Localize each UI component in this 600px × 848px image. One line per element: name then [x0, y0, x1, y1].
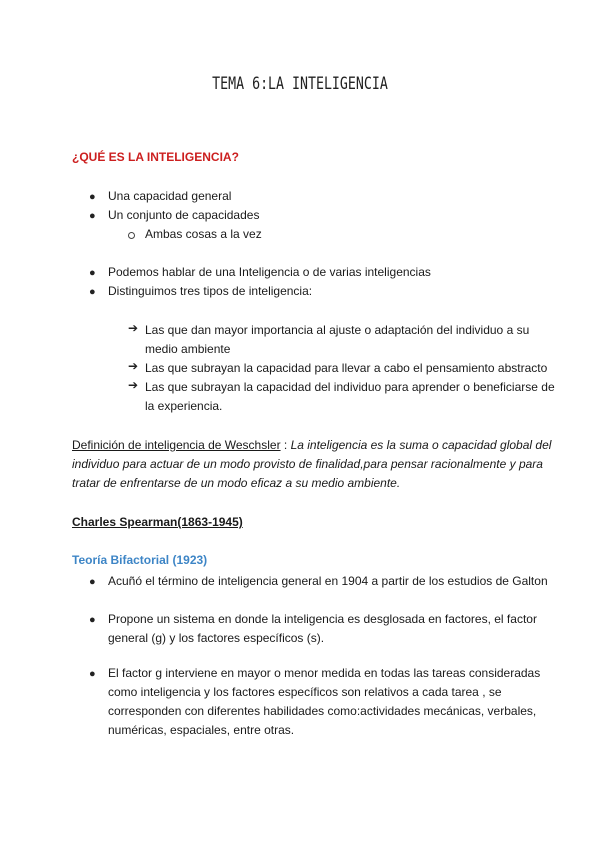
arrow-right-icon: ➔ — [128, 378, 139, 392]
bullet-dot-icon: ● — [89, 614, 96, 626]
bullet-dot-icon: ● — [89, 668, 96, 680]
arrow-item-line: Las que subrayan la capacidad para llevar a cabo el pensamiento abstracto — [145, 361, 548, 375]
arrow-right-icon: ➔ — [128, 321, 139, 335]
page-title: TEMA 6:LA INTELIGENCIA — [212, 74, 388, 94]
definition-text: La inteligencia es la suma o capacidad global del — [290, 438, 552, 452]
bullet-dot-icon: ● — [89, 267, 96, 279]
list-item: Acuñó el término de inteligencia general en 1904 a partir de los estudios de Galton — [108, 574, 548, 588]
section-heading-que-es: ¿QUÉ ES LA INTELIGENCIA? — [72, 150, 239, 164]
bullet-dot-icon: ● — [89, 576, 96, 588]
sub-list-item: Ambas cosas a la vez — [145, 227, 262, 241]
list-item-continuation: como inteligencia y los factores específicos son relativos a cada tarea , se — [108, 685, 502, 699]
bullet-dot-icon: ● — [89, 210, 96, 222]
definition-separator: : — [280, 438, 291, 452]
spearman-heading: Charles Spearman(1863-1945) — [72, 515, 243, 529]
definition-label: Definición de inteligencia de Weschsler — [72, 438, 281, 452]
arrow-item-line: la experiencia. — [145, 399, 223, 413]
list-item: Distinguimos tres tipos de inteligencia: — [108, 284, 313, 298]
definition-line — [72, 436, 551, 455]
list-item: Un conjunto de capacidades — [108, 208, 260, 222]
arrow-item-line: Las que subrayan la capacidad del individuo para aprender o beneficiarse de — [145, 380, 555, 394]
list-item: Una capacidad general — [108, 189, 232, 203]
bullet-dot-icon: ● — [89, 191, 96, 203]
arrow-item-line: medio ambiente — [145, 342, 231, 356]
list-item: Propone un sistema en donde la inteligencia es desglosada en factores, el factor — [108, 612, 537, 626]
arrow-right-icon: ➔ — [128, 359, 139, 373]
list-item: El factor g interviene en mayor o menor medida en todas las tareas consideradas — [108, 666, 541, 680]
list-item-continuation: general (g) y los factores específicos (s). — [108, 631, 325, 645]
theory-subheading: Teoría Bifactorial (1923) — [72, 553, 208, 567]
list-item: Podemos hablar de una Inteligencia o de varias inteligencias — [108, 265, 431, 279]
list-item-continuation: numéricas, espaciales, entre otras. — [108, 723, 295, 737]
definition-text: tratar de enfrentarse de un modo eficaz a su medio ambiente. — [72, 476, 401, 490]
bullet-circle-icon — [128, 232, 135, 239]
definition-text: individuo para actuar de un modo provisto de finalidad,para pensar racionalmente y para — [72, 457, 543, 471]
list-item-continuation: corresponden con diferentes habilidades como:actividades mecánicas, verbales, — [108, 704, 537, 718]
bullet-dot-icon: ● — [89, 286, 96, 298]
arrow-item-line: Las que dan mayor importancia al ajuste o adaptación del individuo a su — [145, 323, 530, 337]
